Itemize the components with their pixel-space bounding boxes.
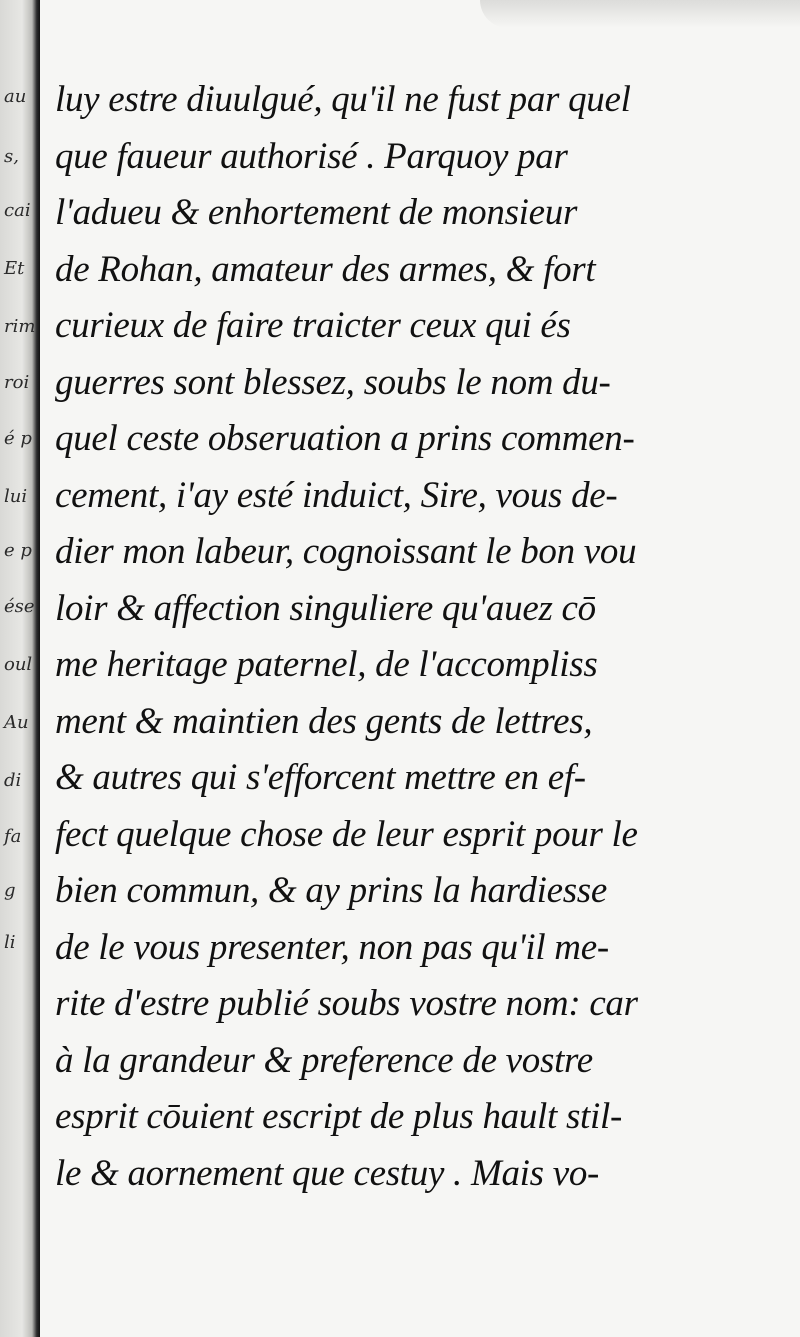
text-line: de le vous presenter, non pas qu'il me- <box>55 926 609 968</box>
text-line: dier mon labeur, cognoissant le bon vou <box>55 531 637 572</box>
gutter-fragment: oul <box>4 654 33 675</box>
gutter-fragment: li <box>4 932 16 953</box>
text-line: luy estre diuulgué, qu'il ne fust par quel <box>55 79 631 120</box>
body-text <box>55 72 665 1202</box>
text-line: esprit cōuient escript de plus hault stil- <box>55 1096 623 1137</box>
gutter-fragment: au <box>4 86 27 107</box>
gutter-fragment: s, <box>4 146 19 167</box>
text-line: de Rohan, amateur des armes, & fort <box>55 248 596 290</box>
text-line: fect quelque chose de leur esprit pour le <box>55 813 638 855</box>
text-line: quel ceste obseruation a prins commen- <box>55 418 635 459</box>
text-line: guerres sont blessez, soubs le nom du- <box>55 361 611 403</box>
gutter-fragment: Au <box>4 712 29 733</box>
text-line: me heritage paternel, de l'accompliss <box>55 644 598 685</box>
gutter-fragment: di <box>4 770 22 791</box>
text-line: ment & maintien des gents de lettres, <box>55 700 593 742</box>
gutter-fragment: e p <box>4 540 32 561</box>
text-line: que faueur authorisé . Parquoy par <box>55 135 568 177</box>
gutter-fragment: fa <box>4 826 22 847</box>
gutter-fragment: é p <box>4 428 32 449</box>
text-line: le & aornement que cestuy . Mais vo- <box>55 1152 600 1194</box>
text-line: rite d'estre publié soubs vostre nom: car <box>55 983 638 1024</box>
text-line: curieux de faire traicter ceux qui és <box>55 305 571 346</box>
gutter-fragment: g <box>4 880 16 901</box>
torn-page-edge <box>480 0 800 28</box>
gutter-fragment: ése <box>4 596 35 617</box>
gutter-fragment: lui <box>4 486 28 507</box>
text-line: bien commun, & ay prins la hardiesse <box>55 870 608 911</box>
text-line: cement, i'ay esté induict, Sire, vous de- <box>55 474 618 516</box>
text-line: loir & affection singuliere qu'auez cō <box>55 587 596 629</box>
gutter-fragment: Et <box>4 258 25 279</box>
text-line: l'adueu & enhortement de monsieur <box>55 192 578 233</box>
text-line: & autres qui s'efforcent mettre en ef- <box>55 757 586 798</box>
gutter-fragment: rim <box>4 316 36 337</box>
gutter-fragment: roi <box>4 372 30 393</box>
text-line: à la grandeur & preference de vostre <box>55 1039 593 1081</box>
gutter-fragment: cai <box>4 200 31 221</box>
facing-page-fragments <box>0 0 38 1337</box>
